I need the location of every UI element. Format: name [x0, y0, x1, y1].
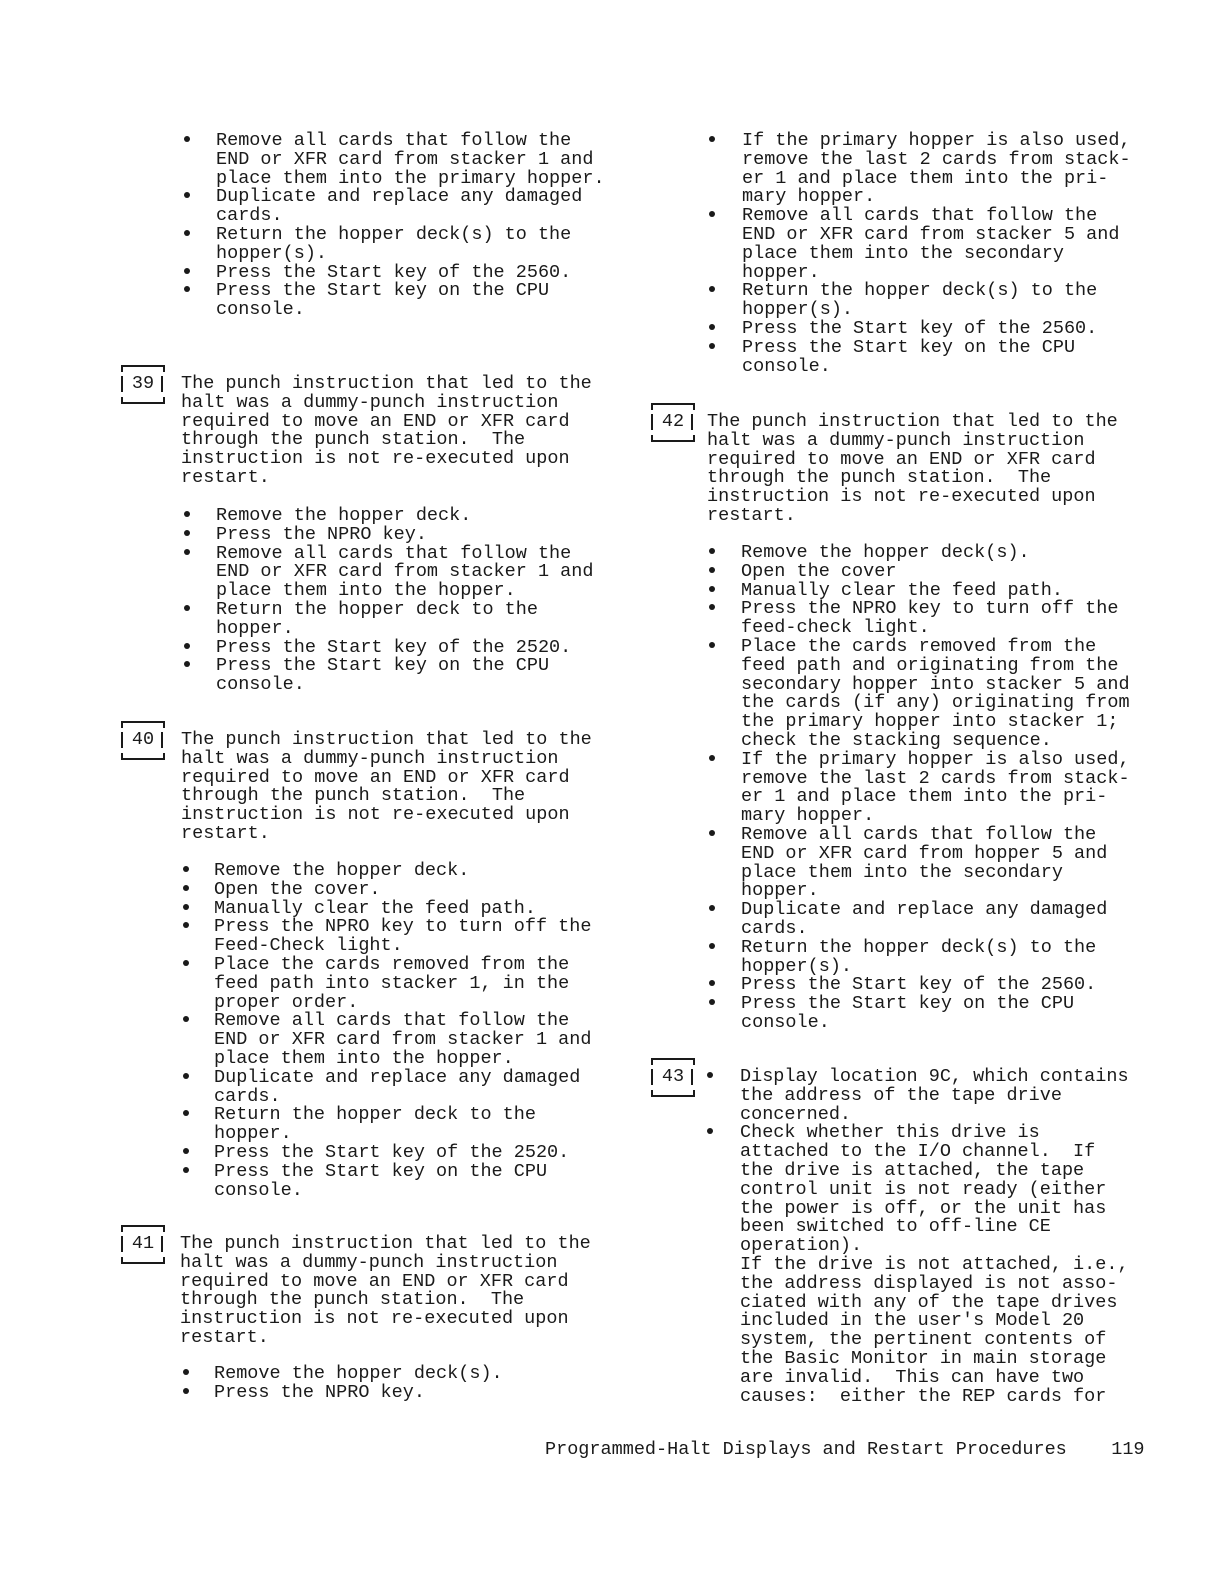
- paragraph-line: halt was a dummy-punch instruction: [180, 1251, 558, 1273]
- bullet-item-line: the primary hopper into stacker 1;: [741, 711, 1119, 733]
- bullet-item-line: Remove all cards that follow the: [742, 205, 1098, 227]
- bullet-item-line: If the drive is not attached, i.e.,: [740, 1254, 1129, 1275]
- badge-bracket-bottom: [121, 397, 165, 404]
- bullet-icon: [183, 225, 193, 235]
- bullet-item-line: Remove all cards that follow the: [741, 824, 1097, 845]
- bullet-item-line: hopper.: [216, 617, 294, 639]
- bullet-item-line: Press the NPRO key.: [214, 1381, 425, 1403]
- paragraph-line: required to move an END or XFR card: [707, 448, 1096, 470]
- bullet-item-line: Duplicate and replace any damaged: [741, 899, 1108, 921]
- section-number-badge: [651, 403, 707, 441]
- bullet-icon: [708, 599, 718, 609]
- bullet-item-line: hopper.: [742, 261, 820, 283]
- bullet-item-line: Return the hopper deck(s) to the: [742, 280, 1098, 302]
- bullet-item-line: check the stacking sequence.: [741, 730, 1052, 751]
- paragraph-line: instruction is not re-executed upon: [707, 486, 1096, 508]
- badge-bar-right: [161, 732, 163, 748]
- bullet-icon: [708, 975, 718, 985]
- bullet-icon: [708, 543, 718, 553]
- bullet-item-line: ciated with any of the tape drives: [740, 1291, 1118, 1313]
- badge-bracket-top: [121, 365, 165, 372]
- paragraph-line: instruction is not re-executed upon: [181, 448, 570, 470]
- bullet-item-line: proper order.: [214, 991, 359, 1013]
- bullet-icon: [183, 506, 193, 516]
- page-number: 119: [1111, 1439, 1145, 1460]
- bullet-item-line: remove the last 2 cards from stack-: [742, 148, 1131, 170]
- bullet-item-line: are invalid. This can have two: [740, 1366, 1085, 1388]
- paragraph-line: The punch instruction that led to the: [181, 729, 592, 750]
- bullet-icon: [182, 917, 192, 927]
- bullet-item-line: console.: [742, 355, 831, 377]
- bullet-item-line: er 1 and place them into the pri-: [741, 786, 1108, 808]
- bullet-item-line: place them into the secondary: [741, 861, 1063, 883]
- bullet-icon: [182, 880, 192, 890]
- badge-bracket-bottom: [651, 1090, 695, 1097]
- section-number-badge: [121, 365, 177, 403]
- bullet-item-line: Return the hopper deck to the: [214, 1104, 536, 1126]
- bullet-icon: [183, 544, 193, 554]
- bullet-item-line: control unit is not ready (either: [740, 1178, 1107, 1200]
- paragraph-line: The punch instruction that led to the: [180, 1233, 591, 1254]
- badge-bar-right: [161, 1236, 163, 1252]
- bullet-item-line: Press the Start key of the 2560.: [216, 261, 572, 283]
- bullet-item-line: Press the Start key on the CPU: [742, 336, 1076, 358]
- bullet-item-line: feed-check light.: [741, 617, 930, 639]
- paragraph-line: required to move an END or XFR card: [180, 1270, 569, 1292]
- paragraph-line: restart.: [181, 467, 270, 488]
- bullet-item-line: attached to the I/O channel. If: [740, 1141, 1096, 1163]
- bullet-item-line: hopper(s).: [216, 242, 328, 264]
- bullet-icon: [183, 187, 193, 197]
- bullet-item-line: Duplicate and replace any damaged: [216, 186, 583, 208]
- bullet-item-line: Feed-Check light.: [214, 935, 403, 957]
- bullet-item-line: been switched to off-line CE: [740, 1216, 1051, 1238]
- bullet-item-line: the address displayed is not asso-: [740, 1272, 1118, 1294]
- bullet-icon: [183, 525, 193, 535]
- bullet-item-line: the address of the tape drive: [740, 1084, 1062, 1106]
- paragraph-line: restart.: [180, 1327, 269, 1348]
- bullet-item-line: place them into the hopper.: [214, 1048, 514, 1069]
- bullet-icon: [182, 1383, 192, 1393]
- paragraph-line: through the punch station. The: [707, 467, 1052, 489]
- section-number-badge: [121, 1225, 177, 1263]
- bullet-icon: [708, 319, 718, 329]
- bullet-item-line: Manually clear the feed path.: [214, 897, 536, 919]
- bullet-item-line: hopper(s).: [742, 299, 854, 321]
- bullet-item-line: Remove all cards that follow the: [214, 1010, 570, 1032]
- bullet-item-line: the Basic Monitor in main storage: [740, 1348, 1107, 1369]
- page-footer: [545, 1440, 1145, 1459]
- bullet-item-line: place them into the primary hopper.: [216, 167, 605, 189]
- badge-bracket-bottom: [121, 1257, 165, 1264]
- badge-bracket-top: [651, 1058, 695, 1065]
- bullet-item-line: feed path and originating from the: [741, 654, 1119, 676]
- bullet-item-line: remove the last 2 cards from stack-: [741, 767, 1130, 789]
- bullet-item-line: the power is off, or the unit has: [740, 1197, 1107, 1219]
- section-number: 40: [131, 729, 155, 750]
- bullet-item-line: Press the Start key on the CPU: [216, 280, 550, 302]
- bullet-icon: [706, 1123, 716, 1133]
- bullet-item-line: If the primary hopper is also used,: [742, 130, 1131, 151]
- bullet-icon: [708, 338, 718, 348]
- bullet-icon: [182, 955, 192, 965]
- paragraph-line: halt was a dummy-punch instruction: [707, 429, 1085, 451]
- badge-bar-right: [161, 376, 163, 392]
- bullet-item-line: console.: [741, 1012, 830, 1033]
- bullet-item-line: secondary hopper into stacker 5 and: [741, 673, 1130, 695]
- bullet-icon: [182, 1105, 192, 1115]
- paragraph-line: halt was a dummy-punch instruction: [181, 747, 559, 769]
- bullet-item-line: END or XFR card from stacker 1 and: [216, 561, 594, 583]
- bullet-item-line: Manually clear the feed path.: [741, 579, 1063, 601]
- bullet-item-line: Press the NPRO key.: [216, 523, 427, 545]
- bullet-icon: [183, 281, 193, 291]
- bullet-item-line: mary hopper.: [741, 805, 875, 827]
- bullet-item-line: operation).: [740, 1235, 863, 1257]
- bullet-icon: [183, 263, 193, 273]
- bullet-item-line: Remove the hopper deck(s).: [741, 542, 1030, 563]
- paragraph-line: through the punch station. The: [181, 785, 526, 807]
- badge-bracket-top: [121, 721, 165, 728]
- bullet-icon: [182, 861, 192, 871]
- bullet-item-line: place them into the secondary: [742, 242, 1064, 264]
- bullet-item-line: hopper.: [741, 880, 819, 902]
- badge-bar-right: [691, 414, 693, 430]
- bullet-icon: [182, 1068, 192, 1078]
- bullet-item-line: END or XFR card from stacker 5 and: [742, 224, 1120, 245]
- paragraph-line: required to move an END or XFR card: [181, 410, 570, 432]
- bullet-icon: [708, 562, 718, 572]
- bullet-item-line: END or XFR card from stacker 1 and: [216, 148, 594, 170]
- bullet-item-line: console.: [214, 1179, 303, 1201]
- bullet-item-line: END or XFR card from stacker 1 and: [214, 1029, 592, 1051]
- badge-bracket-bottom: [651, 435, 695, 442]
- bullet-item-line: concerned.: [740, 1103, 852, 1125]
- bullet-item-line: hopper.: [214, 1123, 292, 1145]
- bullet-item-line: console.: [216, 674, 305, 696]
- bullet-item-line: END or XFR card from hopper 5 and: [741, 842, 1108, 864]
- bullet-item-line: feed path into stacker 1, in the: [214, 972, 570, 994]
- bullet-item-line: Place the cards removed from the: [214, 954, 570, 975]
- bullet-item-line: Press the Start key of the 2520.: [216, 636, 572, 658]
- bullet-item-line: Press the NPRO key to turn off the: [741, 598, 1119, 620]
- paragraph-line: The punch instruction that led to the: [181, 373, 592, 394]
- bullet-icon: [182, 1364, 192, 1374]
- bullet-item-line: causes: either the REP cards for: [740, 1385, 1107, 1407]
- bullet-item-line: Remove the hopper deck.: [214, 860, 470, 881]
- section-number: 39: [131, 373, 155, 394]
- bullet-icon: [708, 581, 718, 591]
- bullet-icon: [183, 600, 193, 610]
- section-number: 42: [661, 411, 685, 432]
- paragraph-line: required to move an END or XFR card: [181, 766, 570, 788]
- bullet-item-line: Open the cover: [741, 560, 897, 582]
- bullet-item-line: console.: [216, 299, 305, 321]
- bullet-item-line: Press the Start key on the CPU: [214, 1160, 548, 1182]
- bullet-item-line: If the primary hopper is also used,: [741, 748, 1130, 770]
- bullet-item-line: cards.: [216, 205, 283, 227]
- badge-bracket-top: [121, 1225, 165, 1232]
- section-number-badge: [651, 1058, 707, 1096]
- badge-bracket-bottom: [121, 753, 165, 760]
- bullet-item-line: Press the Start key on the CPU: [216, 655, 550, 677]
- bullet-icon: [182, 1143, 192, 1153]
- section-number: 41: [131, 1233, 155, 1254]
- section-number-badge: [121, 721, 177, 759]
- bullet-item-line: er 1 and place them into the pri-: [742, 167, 1109, 189]
- bullet-item-line: cards.: [741, 918, 808, 939]
- bullet-icon: [182, 1162, 192, 1172]
- bullet-item-line: system, the pertinent contents of: [740, 1329, 1107, 1351]
- bullet-item-line: Press the Start key of the 2520.: [214, 1142, 570, 1163]
- bullet-icon: [706, 1067, 716, 1077]
- paragraph-line: halt was a dummy-punch instruction: [181, 391, 559, 413]
- bullet-item-line: Place the cards removed from the: [741, 636, 1097, 657]
- bullet-icon: [708, 825, 718, 835]
- paragraph-line: instruction is not re-executed upon: [181, 804, 570, 826]
- paragraph-line: restart.: [707, 505, 796, 526]
- bullet-item-line: Open the cover.: [214, 878, 381, 900]
- bullet-item-line: Return the hopper deck(s) to the: [741, 936, 1097, 958]
- bullet-icon: [183, 656, 193, 666]
- bullet-item-line: Check whether this drive is: [740, 1122, 1040, 1144]
- bullet-item-line: Remove all cards that follow the: [216, 130, 572, 151]
- bullet-icon: [182, 1011, 192, 1021]
- bullet-icon: [183, 131, 193, 141]
- paragraph-line: restart.: [181, 823, 270, 844]
- bullet-item-line: Press the Start key of the 2560.: [742, 318, 1098, 339]
- bullet-item-line: Remove all cards that follow the: [216, 542, 572, 564]
- paragraph-line: through the punch station. The: [180, 1289, 525, 1311]
- bullet-item-line: Remove the hopper deck(s).: [214, 1363, 503, 1384]
- bullet-item-line: Duplicate and replace any damaged: [214, 1066, 581, 1088]
- paragraph-line: instruction is not re-executed upon: [180, 1308, 569, 1330]
- badge-bracket-top: [651, 403, 695, 410]
- bullet-item-line: Press the Start key of the 2560.: [741, 974, 1097, 996]
- paragraph-line: The punch instruction that led to the: [707, 411, 1118, 432]
- bullet-item-line: Return the hopper deck(s) to the: [216, 224, 572, 245]
- bullet-icon: [708, 938, 718, 948]
- bullet-icon: [708, 994, 718, 1004]
- bullet-item-line: the drive is attached, the tape: [740, 1160, 1085, 1181]
- bullet-item-line: Return the hopper deck to the: [216, 599, 538, 620]
- bullet-icon: [182, 899, 192, 909]
- bullet-icon: [708, 750, 718, 760]
- bullet-item-line: Press the Start key on the CPU: [741, 993, 1075, 1015]
- paragraph-line: through the punch station. The: [181, 429, 526, 451]
- bullet-item-line: mary hopper.: [742, 186, 876, 208]
- section-number: 43: [661, 1066, 685, 1087]
- bullet-icon: [708, 900, 718, 910]
- bullet-icon: [708, 637, 718, 647]
- bullet-icon: [708, 281, 718, 291]
- bullet-item-line: Display location 9C, which contains: [740, 1066, 1129, 1087]
- bullet-item-line: place them into the hopper.: [216, 580, 516, 602]
- footer-title: Programmed-Halt Displays and Restart Procedures: [545, 1439, 1067, 1460]
- bullet-icon: [183, 638, 193, 648]
- bullet-icon: [708, 131, 718, 141]
- bullet-icon: [708, 206, 718, 216]
- badge-bar-right: [691, 1069, 693, 1085]
- bullet-item-line: included in the user's Model 20: [740, 1310, 1085, 1332]
- bullet-item-line: cards.: [214, 1085, 281, 1107]
- bullet-item-line: the cards (if any) originating from: [741, 692, 1130, 714]
- bullet-item-line: hopper(s).: [741, 955, 853, 977]
- bullet-item-line: Remove the hopper deck.: [216, 505, 472, 526]
- bullet-item-line: Press the NPRO key to turn off the: [214, 916, 592, 938]
